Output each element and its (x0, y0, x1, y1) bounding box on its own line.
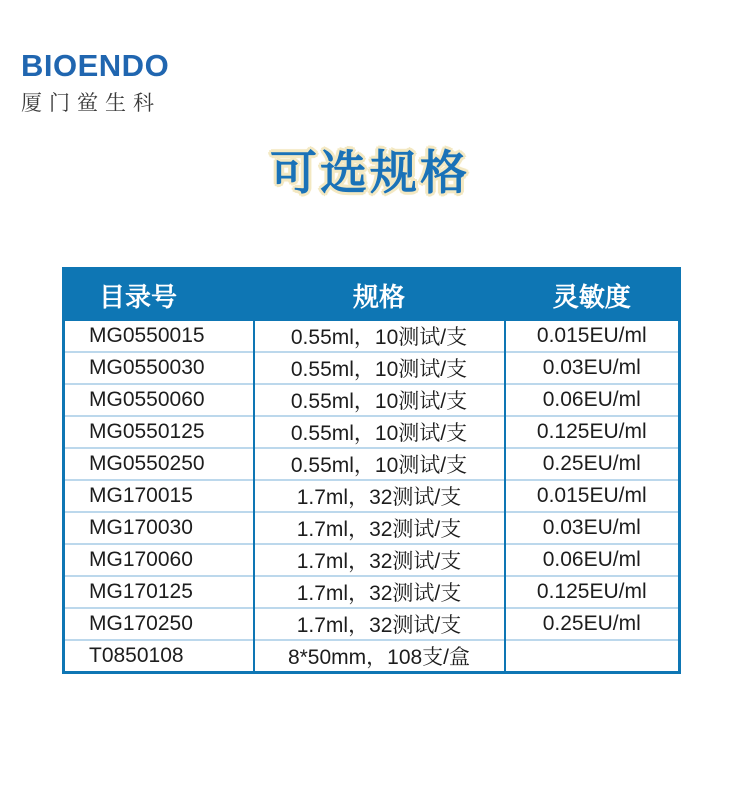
table-row (64, 384, 680, 416)
sensitivity-cell: 0.125EU/ml (505, 576, 680, 608)
table-row (64, 544, 680, 576)
spec-cell: 8*50mm，108支/盒 (254, 640, 505, 673)
sensitivity-cell: 0.03EU/ml (505, 352, 680, 384)
spec-cell: 1.7ml，32测试/支 (254, 576, 505, 608)
catalog-cell: MG0550060 (64, 384, 254, 416)
table-body (64, 321, 680, 673)
table-row (64, 480, 680, 512)
catalog-cell: MG0550250 (64, 448, 254, 480)
catalog-cell: MG170125 (64, 576, 254, 608)
col-header-spec: 规格 (254, 269, 505, 322)
spec-table (62, 267, 681, 674)
sensitivity-cell: 0.03EU/ml (505, 512, 680, 544)
spec-cell: 1.7ml，32测试/支 (254, 608, 505, 640)
sensitivity-cell: 0.125EU/ml (505, 416, 680, 448)
spec-cell: 0.55ml，10测试/支 (254, 384, 505, 416)
sensitivity-cell: 0.25EU/ml (505, 448, 680, 480)
table-row (64, 416, 680, 448)
logo-text-cn: 厦门鲎生科 (21, 91, 161, 115)
table-row (64, 576, 680, 608)
col-header-sensitivity: 灵敏度 (505, 269, 680, 322)
table-row (64, 608, 680, 640)
sensitivity-cell: 0.25EU/ml (505, 608, 680, 640)
logo (21, 50, 169, 117)
table-row (64, 512, 680, 544)
spec-cell: 1.7ml，32测试/支 (254, 480, 505, 512)
table-row (64, 448, 680, 480)
catalog-cell: MG170015 (64, 480, 254, 512)
spec-cell: 0.55ml，10测试/支 (254, 448, 505, 480)
table-header-row (64, 269, 680, 322)
page-title: 可选规格 (270, 146, 470, 199)
table-row (64, 352, 680, 384)
catalog-cell: MG0550015 (64, 321, 254, 352)
catalog-cell: MG170060 (64, 544, 254, 576)
sensitivity-cell: 0.06EU/ml (505, 544, 680, 576)
catalog-cell: MG170030 (64, 512, 254, 544)
sensitivity-cell (505, 640, 680, 673)
spec-cell: 0.55ml，10测试/支 (254, 416, 505, 448)
sensitivity-cell: 0.015EU/ml (505, 321, 680, 352)
catalog-cell: MG0550030 (64, 352, 254, 384)
col-header-catalog: 目录号 (64, 269, 254, 322)
spec-cell: 0.55ml，10测试/支 (254, 352, 505, 384)
spec-cell: 1.7ml，32测试/支 (254, 512, 505, 544)
table-row (64, 321, 680, 352)
logo-text-en: BIOENDO (21, 48, 170, 83)
spec-cell: 0.55ml，10测试/支 (254, 321, 505, 352)
spec-cell: 1.7ml，32测试/支 (254, 544, 505, 576)
catalog-cell: T0850108 (64, 640, 254, 673)
sensitivity-cell: 0.015EU/ml (505, 480, 680, 512)
catalog-cell: MG170250 (64, 608, 254, 640)
sensitivity-cell: 0.06EU/ml (505, 384, 680, 416)
catalog-cell: MG0550125 (64, 416, 254, 448)
table-row (64, 640, 680, 673)
